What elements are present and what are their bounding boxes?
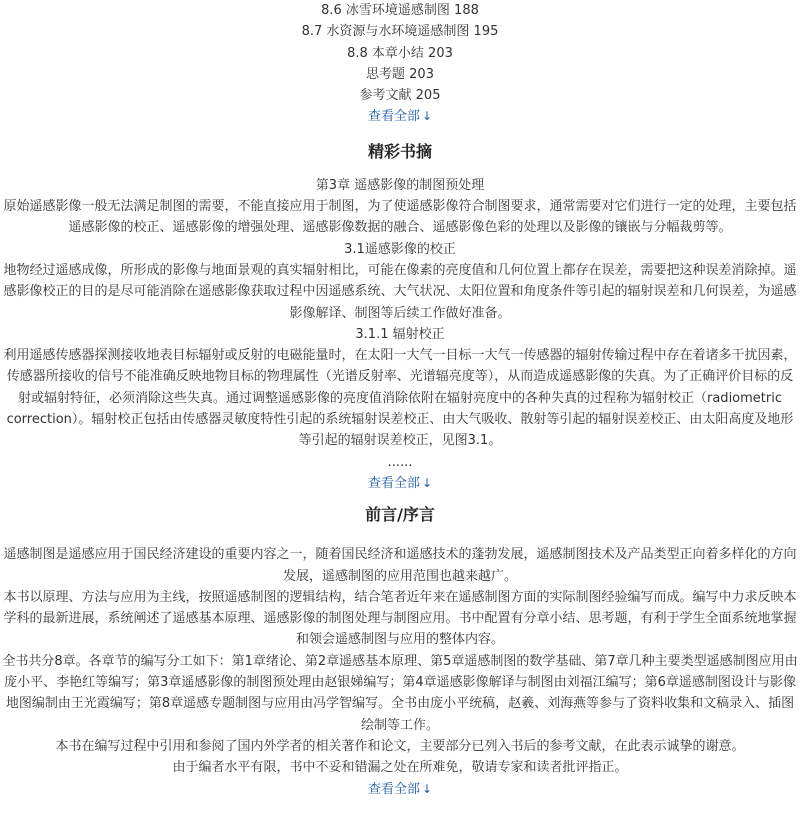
excerpt-paragraph: 地物经过遥感成像，所形成的影像与地面景观的真实辐射相比，可能在像素的亮度值和几何位置上都存在误差，需要把这种误差消除掉。遥感影像校正的目的是尽可能消除在遥感影像获取过程中因遥感系统、大气状况、太阳位置和角度条件等引起的辐射误差和几何误差，为遥感影像解译、制图等后续工作做好准备。 bbox=[3, 262, 797, 321]
toc-view-all-link[interactable] bbox=[0, 106, 800, 127]
preface-paragraph: 本书以原理、方法与应用为主线，按照遥感制图的逻辑结构，结合笔者近年来在遥感制图方面的实际制图经验编写而成。编写中力求反映本学科的最新进展，系统阐述了遥感基本原理、遥感影像的制图处理与制图应用。书中配置有分章小结、思考题，有利于学生全面系统地掌握和领会遥感制图与应用的整体内容。 bbox=[3, 589, 797, 648]
excerpt-heading: 精彩书摘 bbox=[367, 141, 432, 161]
excerpt-paragraph: 原始遥感影像一般无法满足制图的需要，不能直接应用于制图，为了使遥感影像符合制图要求，通常需要对它们进行一定的处理，主要包括遥感影像的校正、遥感影像的增强处理、遥感影像数据的融合、遥感影像色彩的处理以及影像的镶嵌与分幅裁剪等。 bbox=[3, 199, 797, 236]
preface-view-all-link[interactable] bbox=[0, 779, 800, 800]
arrow-down-icon: ↓ bbox=[421, 109, 433, 124]
preface-paragraph: 本书在编写过程中引用和参阅了国内外学者的相关著作和论文，主要部分已列入书后的参考文献，在此表示诚挚的谢意。 bbox=[55, 738, 745, 754]
arrow-down-icon: ↓ bbox=[421, 475, 433, 490]
view-all-label: 查看全部 bbox=[367, 781, 420, 797]
toc-item: 8.6 冰雪环境遥感制图 188 bbox=[321, 3, 479, 18]
excerpt-section bbox=[0, 140, 800, 494]
preface-paragraph: 遥感制图是遥感应用于国民经济建设的重要内容之一，随着国民经济和遥感技术的蓬勃发展，遥感制图技术及产品类型正向着多样化的方向发展，遥感制图的应用范围也越来越广。 bbox=[3, 547, 797, 584]
view-all-label: 查看全部 bbox=[367, 475, 420, 491]
toc-item: 思考题 203 bbox=[366, 66, 434, 82]
chapter-title: 第3章 遥感影像的制图预处理 bbox=[315, 177, 485, 193]
section-title: 3.1遥感影像的校正 bbox=[344, 241, 456, 257]
excerpt-ellipsis: ...... bbox=[387, 454, 413, 470]
toc-item: 参考文献 205 bbox=[359, 88, 441, 104]
preface-heading: 前言/序言 bbox=[365, 505, 435, 525]
arrow-down-icon: ↓ bbox=[421, 781, 433, 796]
toc-item: 8.8 本章小结 203 bbox=[347, 45, 453, 61]
toc-section bbox=[0, 0, 800, 128]
subsection-title: 3.1.1 辐射校正 bbox=[355, 326, 445, 342]
excerpt-paragraph: 利用遥感传感器探测接收地表目标辐射或反射的电磁能量时，在太阳一大气一目标一大气一传感器的辐射传输过程中存在着诸多干扰因素，传感器所接收的信号不能准确反映地物目标的物理属性（光谱反射率、光谱辐亮度等），从而造成遥感影像的失真。为了正确评价目标的反射或辐射特征，必须消除这些失真。通过调整遥感影像的亮度值消除依附在辐射亮度中的各种失真的过程称为辐射校正（radiometric correction）。辐射校正包括由传感器灵敏度特性引起的系统辐射误差校正、由大气吸收、散射等引起的辐射误差校正、由太阳高度及地形等引起的辐射误差校正，见图3.1。 bbox=[3, 348, 797, 449]
preface-paragraph: 由于编者水平有限，书中不妥和错漏之处在所难免，敬请专家和读者批评指正。 bbox=[172, 760, 628, 776]
excerpt-view-all-link[interactable] bbox=[0, 473, 800, 494]
preface-section bbox=[0, 504, 800, 800]
toc-item: 8.7 水资源与水环境遥感制图 195 bbox=[301, 24, 499, 40]
view-all-label: 查看全部 bbox=[367, 109, 420, 125]
preface-paragraph: 全书共分8章。各章节的编写分工如下：第1章绪论、第2章遥感基本原理、第5章遥感制图的数学基础、第7章几种主要类型遥感制图应用由庞小平、李艳红等编写；第3章遥感影像的制图预处理由赵银娣编写；第4章遥感影像解译与制图由刘福江编写；第6章遥感制图设计与影像地图编制由王光霞编写；第8章遥感专题制图与应用由冯学智编写。全书由庞小平统稿，赵羲、刘海燕等参与了资料收集和文稿录入、插图绘制等工作。 bbox=[2, 653, 798, 733]
